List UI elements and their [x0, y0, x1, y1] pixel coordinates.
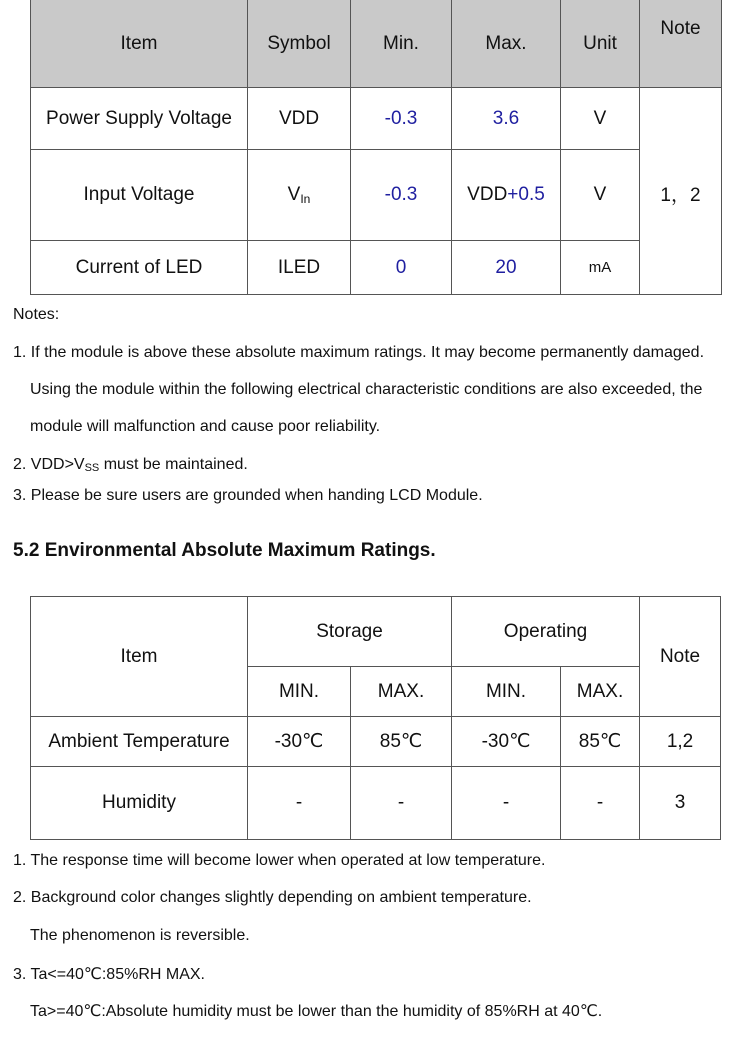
- header-min: Min.: [351, 0, 452, 88]
- symbol-main: V: [287, 184, 301, 205]
- table2-header-row-1: [31, 597, 721, 667]
- table1-note-cell: 1，2: [640, 88, 722, 295]
- header-storage: Storage: [248, 597, 452, 667]
- max-prefix: VDD: [467, 184, 508, 205]
- row-max: 3.6: [452, 88, 561, 150]
- header-max: Max.: [452, 0, 561, 88]
- header-storage-max: MAX.: [351, 667, 452, 717]
- note-1-line-1: 1. If the module is above these absolute maximum ratings. It may become permanently damaged.: [13, 344, 705, 361]
- header-item: Item: [31, 597, 248, 717]
- note-2-suffix: must be maintained.: [99, 456, 248, 473]
- row-storage-min: -: [248, 767, 351, 840]
- header-unit: Unit: [561, 0, 640, 88]
- table-row: [31, 767, 721, 840]
- header-note: Note: [640, 0, 722, 88]
- row-item: Humidity: [31, 767, 248, 840]
- row-item: Current of LED: [31, 241, 248, 295]
- row-symbol: ILED: [248, 241, 351, 295]
- row-unit: V: [561, 150, 640, 241]
- row-storage-max: 85℃: [351, 717, 452, 767]
- row-note: 1,2: [640, 717, 721, 767]
- header-operating: Operating: [452, 597, 640, 667]
- row-min: 0: [351, 241, 452, 295]
- header-note: Note: [640, 597, 721, 717]
- row-item: Ambient Temperature: [31, 717, 248, 767]
- symbol-subscript: In: [300, 192, 311, 206]
- row-max: 20: [452, 241, 561, 295]
- absolute-max-ratings-table: [30, 0, 722, 295]
- row-note: 3: [640, 767, 721, 840]
- row-symbol: VDD: [248, 88, 351, 150]
- section-heading: 5.2 Environmental Absolute Maximum Ratings.: [13, 540, 436, 561]
- environmental-ratings-table: [30, 596, 721, 840]
- env-note-2-line-2: The phenomenon is reversible.: [30, 927, 250, 944]
- row-operating-min: -: [452, 767, 561, 840]
- row-item: Power Supply Voltage: [31, 88, 248, 150]
- note-2-subscript: SS: [84, 462, 100, 474]
- row-unit: mA: [561, 241, 640, 295]
- header-item: Item: [31, 0, 248, 88]
- table-row: [31, 717, 721, 767]
- env-note-3-line-2: Ta>=40℃:Absolute humidity must be lower than the humidity of 85%RH at 40℃.: [30, 1003, 603, 1020]
- note-1-line-2: Using the module within the following electrical characteristic conditions are also exceeded, the: [30, 381, 703, 398]
- row-min: -0.3: [351, 150, 452, 241]
- row-storage-min: -30℃: [248, 717, 351, 767]
- notes-title: Notes:: [13, 306, 60, 323]
- row-storage-max: -: [351, 767, 452, 840]
- row-operating-min: -30℃: [452, 717, 561, 767]
- note-2-prefix: 2. VDD>V: [13, 456, 85, 473]
- header-symbol: Symbol: [248, 0, 351, 88]
- header-storage-min: MIN.: [248, 667, 351, 717]
- max-suffix: +0.5: [507, 184, 545, 205]
- table-row: [31, 88, 722, 150]
- env-note-1: 1. The response time will become lower when operated at low temperature.: [13, 852, 546, 869]
- note-1-line-3: module will malfunction and cause poor reliability.: [30, 418, 381, 435]
- row-max: [452, 150, 561, 241]
- row-operating-max: 85℃: [561, 717, 640, 767]
- note-3: 3. Please be sure users are grounded when handing LCD Module.: [13, 487, 483, 504]
- row-symbol: [248, 150, 351, 241]
- table-row: [31, 150, 722, 241]
- env-note-2-line-1: 2. Background color changes slightly depending on ambient temperature.: [13, 889, 532, 906]
- header-operating-min: MIN.: [452, 667, 561, 717]
- note-2: [13, 456, 248, 474]
- env-note-3-line-1: 3. Ta<=40℃:85%RH MAX.: [13, 966, 205, 983]
- row-item: Input Voltage: [31, 150, 248, 241]
- row-min: -0.3: [351, 88, 452, 150]
- row-operating-max: -: [561, 767, 640, 840]
- table1-header-row: [31, 0, 722, 88]
- table-row: [31, 241, 722, 295]
- header-operating-max: MAX.: [561, 667, 640, 717]
- row-unit: V: [561, 88, 640, 150]
